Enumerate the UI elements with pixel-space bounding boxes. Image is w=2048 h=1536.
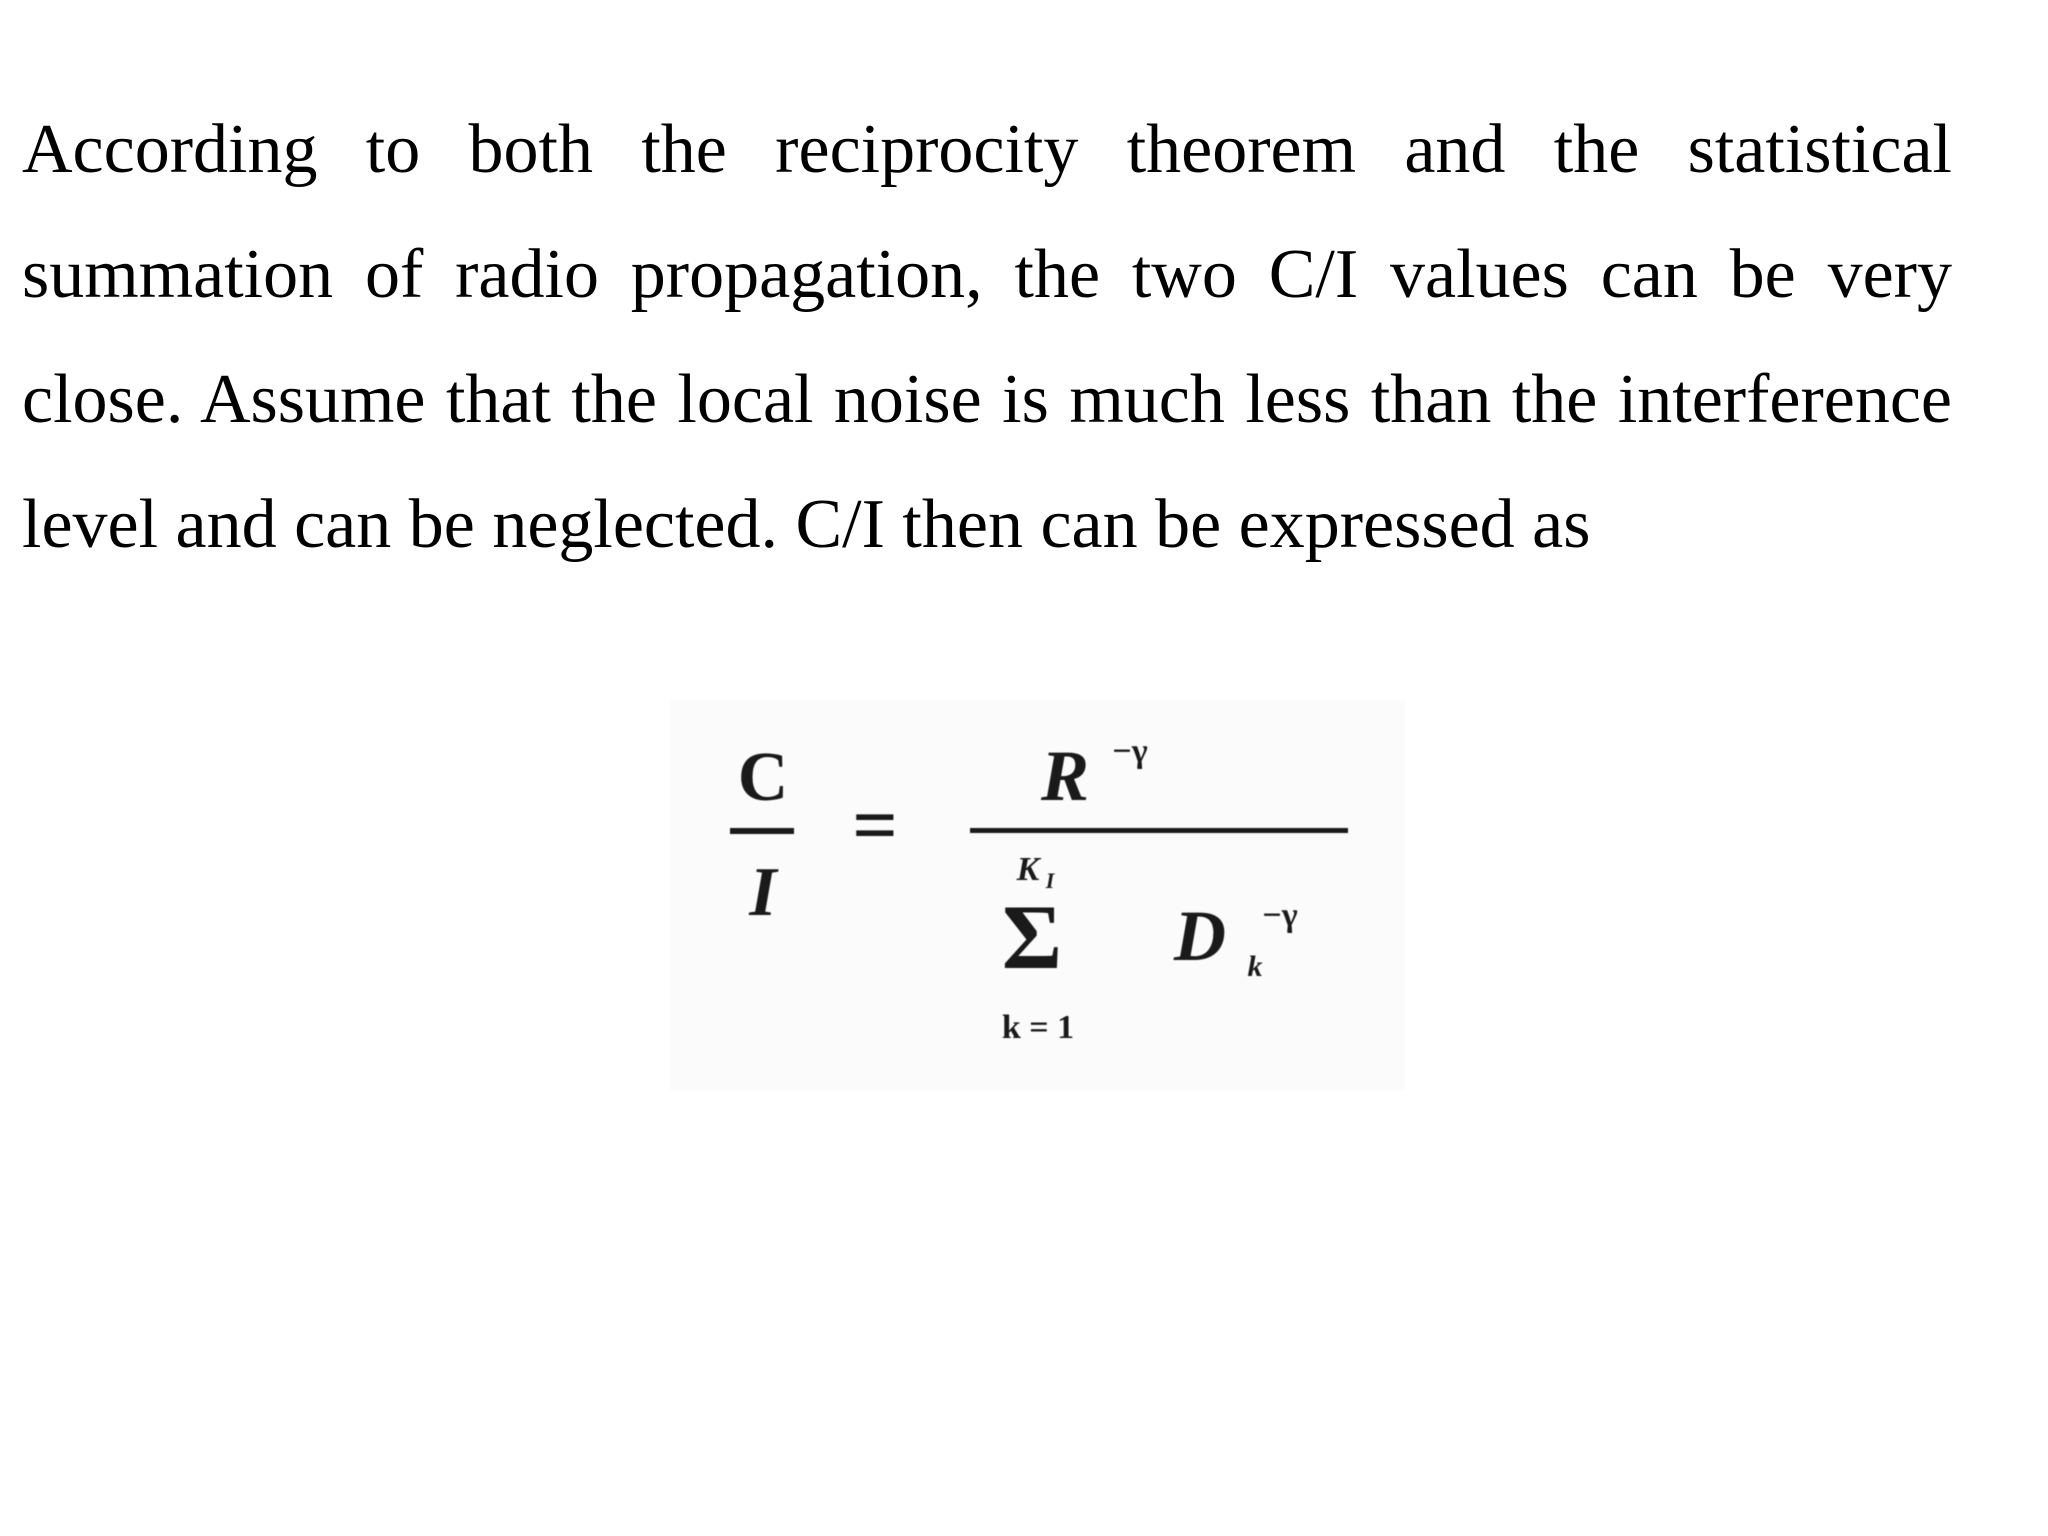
equals-sign: =	[852, 782, 898, 870]
paragraph-line-3: close. Assume that the local noise is much less than the interference	[22, 361, 1952, 438]
sum-upper-limit-subscript: I	[1045, 868, 1055, 893]
sum-term-subscript-k: k	[1247, 950, 1263, 983]
ci-equation-image	[670, 700, 1405, 1090]
sum-term-exponent: −γ	[1262, 897, 1298, 934]
lhs-numerator-c: C	[737, 739, 789, 816]
lhs-denominator-i: I	[749, 854, 777, 931]
lhs-fraction-bar	[730, 828, 794, 834]
rhs-numerator-r: R	[1040, 736, 1090, 816]
summation-symbol: Σ	[1001, 886, 1063, 988]
body-paragraph	[22, 105, 1952, 605]
rhs-numerator-exponent: −γ	[1112, 733, 1148, 770]
rhs-fraction-bar	[970, 828, 1348, 833]
sum-upper-limit: K	[1016, 851, 1040, 888]
sum-lower-limit: k = 1	[1001, 1009, 1075, 1046]
paragraph-line-1: According to both the reciprocity theorem and the statistical	[22, 111, 1952, 188]
paragraph-line-2: summation of radio propagation, the two C/I values can be very	[22, 236, 1952, 313]
sum-term-d: D	[1174, 896, 1226, 976]
ci-equation-svg	[670, 700, 1405, 1090]
paragraph-line-4: level and can be neglected. C/I then can be expressed as	[22, 486, 1591, 563]
